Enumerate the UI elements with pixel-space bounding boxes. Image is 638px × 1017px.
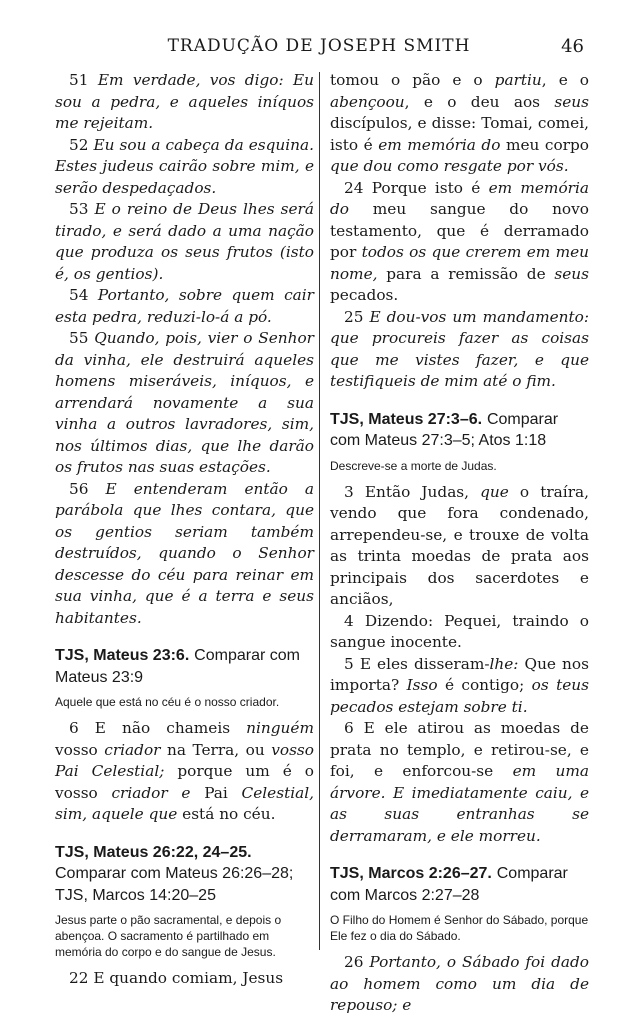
verse-number: 54 xyxy=(69,286,89,304)
verse-text: Então Judas, xyxy=(364,482,481,501)
verse-italic: Celestial, sim, aquele que xyxy=(55,783,314,823)
verse-3 xyxy=(330,482,589,611)
section-summary: O Filho do Homem é Senhor do Sábado, porque Ele fez o dia do Sábado. xyxy=(330,913,589,943)
verse-italic: que dou como resgate por vós. xyxy=(330,157,569,175)
section-heading-mateus-23-6 xyxy=(55,645,314,688)
verse-text: Dizendo: Pequei, traindo o sangue inocente. xyxy=(330,611,589,651)
verse-text: pecados. xyxy=(330,286,399,304)
verse-italic: em memória do xyxy=(378,135,501,154)
verse-text: E quando comiam, Jesus xyxy=(93,969,284,987)
section-reference: Comparar com Mateus 23:9 xyxy=(55,647,300,686)
verse-text: Pai xyxy=(190,783,242,802)
verse-number: 52 xyxy=(69,135,89,154)
column-divider xyxy=(319,72,320,950)
verse-italic: todos os que crerem em meu nome, xyxy=(330,243,589,283)
verse-6 xyxy=(55,718,314,826)
verse-text: Porque isto é xyxy=(371,178,489,197)
verse-text: meu corpo xyxy=(500,135,589,154)
verse-text: Portanto, sobre quem cair esta pedra, reduzi-lo-á a pó. xyxy=(55,286,314,326)
section-title: TJS, Mateus 26:22, 24–25. xyxy=(55,843,252,861)
verse-text: discípulos, e disse: Tomai, comei, isto é xyxy=(330,114,589,154)
verse-number: 25 xyxy=(344,307,364,326)
verse-text: meu sangue do novo testamento, que é derramado por xyxy=(330,200,589,261)
verse-53 xyxy=(55,199,314,285)
verse-number: 56 xyxy=(69,479,89,498)
verse-italic: que xyxy=(480,482,509,501)
section-heading-mateus-27 xyxy=(330,409,589,452)
verse-25 xyxy=(330,307,589,393)
verse-4 xyxy=(330,611,589,654)
verse-24 xyxy=(330,178,589,307)
verse-italic: em uma árvore. E imediatamente caiu, e as suas entranhas se derramaram, e ele morreu. xyxy=(330,762,589,845)
verse-number: 5 xyxy=(344,654,354,673)
verse-56 xyxy=(55,479,314,630)
verse-number: 51 xyxy=(69,71,89,89)
verse-text: Que nos importa? xyxy=(330,654,589,694)
verse-text: tomou o pão e o xyxy=(330,71,495,89)
verse-italic: seus xyxy=(554,92,589,111)
verse-italic: abençoou xyxy=(330,92,405,111)
verse-54 xyxy=(55,285,314,328)
verse-italic: criador e xyxy=(111,783,191,802)
verse-5 xyxy=(330,654,589,719)
section-summary: Descreve-se a morte de Judas. xyxy=(330,458,497,473)
verse-text: E entenderam então a parábola que lhes contara, que os gentios seriam também destruídos, quando o Senhor descesse do céu para reinar em sua vinha, que é a terra e seus habitantes. xyxy=(55,479,314,627)
verse-number: 3 xyxy=(344,482,354,501)
section-title: TJS, Mateus 27:3–6. xyxy=(330,410,483,428)
page-header xyxy=(0,36,638,64)
verse-text: E dou-vos um mandamento: que procureis fazer as coisas que me vistes fazer, e que testifiqueis de mim até o fim. xyxy=(330,307,589,390)
verse-number: 4 xyxy=(344,611,354,630)
verse-italic: Isso xyxy=(406,676,438,694)
section-title: TJS, Mateus 23:6. xyxy=(55,647,190,664)
verse-text: E o reino de Deus lhes será tirado, e será dado a uma nação que produza os seus frutos (isto é, os gentios). xyxy=(55,200,314,283)
verse-italic: em memória do xyxy=(330,178,589,218)
verse-text: na Terra, ou xyxy=(160,740,272,759)
verse-text: E ele atirou as moedas de prata no templo, e retirou-se, e foi, e enforcou-se xyxy=(330,719,589,780)
verse-text: Portanto, o Sábado foi dado ao homem como um dia de repouso; e xyxy=(330,953,589,1014)
verse-number: 53 xyxy=(69,200,89,218)
verse-text: Em verdade, vos digo: Eu sou a pedra, e aqueles iníquos me rejeitam. xyxy=(55,71,314,132)
verse-22 xyxy=(55,968,314,990)
verse-number: 55 xyxy=(69,329,89,347)
verse-22-continued xyxy=(330,70,589,178)
verse-text: o traíra, vendo que fora condenado, arrependeu-se, e trouxe de volta as trinta moedas de prata aos principais dos sacerdotes e anciãos, xyxy=(330,482,589,608)
verse-text: , e o xyxy=(541,71,589,89)
verse-text: E eles disseram- xyxy=(359,654,490,673)
verse-italic: lhe: xyxy=(489,654,519,673)
verse-italic: os teus pecados estejam sobre ti. xyxy=(330,676,590,716)
verse-text: E não chameis xyxy=(94,719,247,737)
section-reference: Comparar com Mateus 26:26–28; TJS, Marcos 14:20–25 xyxy=(55,865,294,904)
left-column xyxy=(55,70,314,990)
verse-text: vosso xyxy=(55,740,105,759)
verse-text: para a remissão de xyxy=(377,264,555,283)
verse-number: 6 xyxy=(69,719,79,737)
verse-text: Quando, pois, vier o Senhor da vinha, ele destruirá aqueles homens miseráveis, iníquos, e arrendará novamente a sua vinha a outros lavradores, sim, nos últimos dias, que lhe darão os frutos nas suas estações. xyxy=(55,329,314,476)
verse-number: 22 xyxy=(69,969,89,987)
section-title: TJS, Marcos 2:26–27. xyxy=(330,865,492,882)
right-column xyxy=(330,70,589,1017)
section-heading-marcos-2 xyxy=(330,863,589,906)
section-reference: Comparar com Marcos 2:27–28 xyxy=(330,865,568,904)
verse-52 xyxy=(55,135,314,200)
verse-text: , e o deu aos xyxy=(404,92,555,111)
verse-number: 24 xyxy=(344,178,364,197)
verse-55 xyxy=(55,328,314,479)
verse-number: 6 xyxy=(344,719,354,737)
verse-italic: criador xyxy=(104,740,161,759)
section-heading-mateus-26 xyxy=(55,842,314,907)
page-number: 46 xyxy=(561,36,584,57)
verse-text: porque um é o vosso xyxy=(55,762,314,802)
running-title: TRADUÇÃO DE JOSEPH SMITH xyxy=(167,36,471,56)
verse-number: 26 xyxy=(344,953,364,971)
section-summary: Jesus parte o pão sacramental, e depois o abençoa. O sacramento é partilhado em memória do corpo e do sangue de Jesus. xyxy=(55,913,282,959)
verse-26 xyxy=(330,952,589,1017)
verse-51 xyxy=(55,70,314,135)
verse-6b xyxy=(330,718,589,847)
verse-italic: seus xyxy=(554,264,589,283)
verse-italic: ninguém xyxy=(246,719,314,737)
verse-text: está no céu. xyxy=(177,805,276,823)
verse-text: Eu sou a cabeça da esquina. Estes judeus cairão sobre mim, e serão despedaçados. xyxy=(55,135,314,197)
section-reference: Comparar com Mateus 27:3–5; Atos 1:18 xyxy=(330,410,559,449)
verse-italic: partiu xyxy=(494,71,542,89)
section-summary: Aquele que está no céu é o nosso criador. xyxy=(55,695,280,709)
verse-italic: vosso Pai Celestial; xyxy=(55,740,314,780)
verse-text: é contigo; xyxy=(437,676,532,694)
